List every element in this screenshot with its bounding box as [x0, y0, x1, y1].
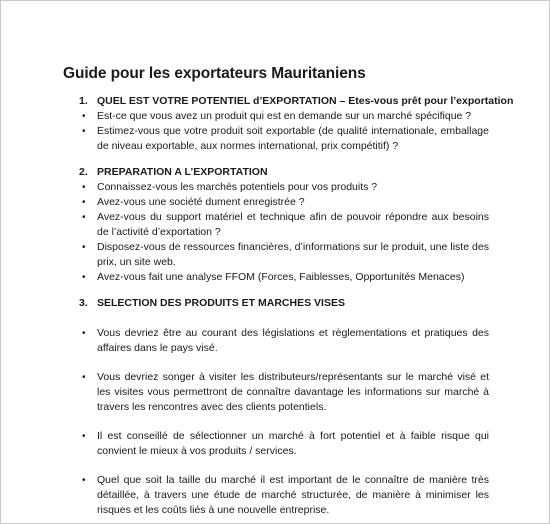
- bullet-list: [63, 180, 489, 285]
- section-number: 2.: [79, 166, 88, 178]
- section-selection: [63, 296, 489, 518]
- bullet-list: [63, 109, 489, 154]
- list-item: • Estimez-vous que votre produit soit exportable (de qualité internationale, emballage de niveau exportable, aux normes international, prix compétitif) ?: [82, 125, 489, 152]
- section-number: 1.: [79, 95, 88, 107]
- section-preparation: [63, 165, 489, 285]
- section-heading-text: SELECTION DES PRODUITS ET MARCHES VISES: [97, 297, 345, 309]
- section-number: 3.: [79, 297, 88, 309]
- list-item: • Il est conseillé de sélectionner un marché à fort potentiel et à faible risque qui convient le mieux à vos produits / services.: [82, 430, 489, 457]
- bullet-icon: •: [82, 111, 86, 122]
- bullet-icon: •: [82, 212, 86, 223]
- bullet-icon: •: [82, 372, 86, 383]
- bullet-icon: •: [82, 475, 86, 486]
- section-heading: [63, 94, 514, 109]
- list-item: • Avez-vous fait une analyse FFOM (Forces, Faiblesses, Opportunités Menaces): [82, 271, 465, 283]
- section-heading-text: QUEL EST VOTRE POTENTIEL d’EXPORTATION – Etes-vous prêt pour l’exportation: [97, 95, 514, 107]
- bullet-icon: •: [82, 431, 86, 442]
- document-title: Guide pour les exportateurs Mauritaniens: [63, 65, 366, 82]
- section-potentiel: [63, 94, 514, 154]
- list-item: • Vous devriez être au courant des législations et règlementations et pratiques des affaires dans le pays visé.: [82, 327, 489, 354]
- section-heading: [63, 296, 489, 311]
- section-heading-text: PREPARATION A L’EXPORTATION: [97, 166, 268, 178]
- bullet-list: [63, 326, 489, 518]
- section-heading: [63, 165, 489, 180]
- bullet-icon: •: [82, 328, 86, 339]
- list-item: • Avez-vous une société dument enregistrée ?: [82, 196, 305, 208]
- bullet-icon: •: [82, 272, 86, 283]
- list-item: • Connaissez-vous les marchés potentiels pour vos produits ?: [82, 181, 378, 193]
- list-item: • Quel que soit la taille du marché il est important de le connaître de manière très détaillée, à travers une étude de marché structurée, de manière à minimiser les risques et les coûts liés à une nouvelle entreprise.: [82, 474, 489, 516]
- spacer: [63, 311, 489, 326]
- list-item: • Avez-vous du support matériel et technique afin de pouvoir répondre aux besoins de l’activité d’exportation ?: [82, 211, 489, 238]
- document-content: [63, 65, 514, 518]
- bullet-icon: •: [82, 197, 86, 208]
- bullet-icon: •: [82, 126, 86, 137]
- bullet-icon: •: [82, 242, 86, 253]
- bullet-icon: •: [82, 182, 86, 193]
- list-item: • Disposez-vous de ressources financières, d’informations sur le produit, une liste des prix, un site web.: [82, 241, 489, 268]
- list-item: • Vous devriez songer à visiter les distributeurs/représentants sur le marché visé et les visites vous permettront de connaître davantage les informations sur marché à travers les rencontres avec des clients potentiels.: [82, 371, 489, 413]
- list-item: • Est-ce que vous avez un produit qui est en demande sur un marché spécifique ?: [82, 110, 472, 122]
